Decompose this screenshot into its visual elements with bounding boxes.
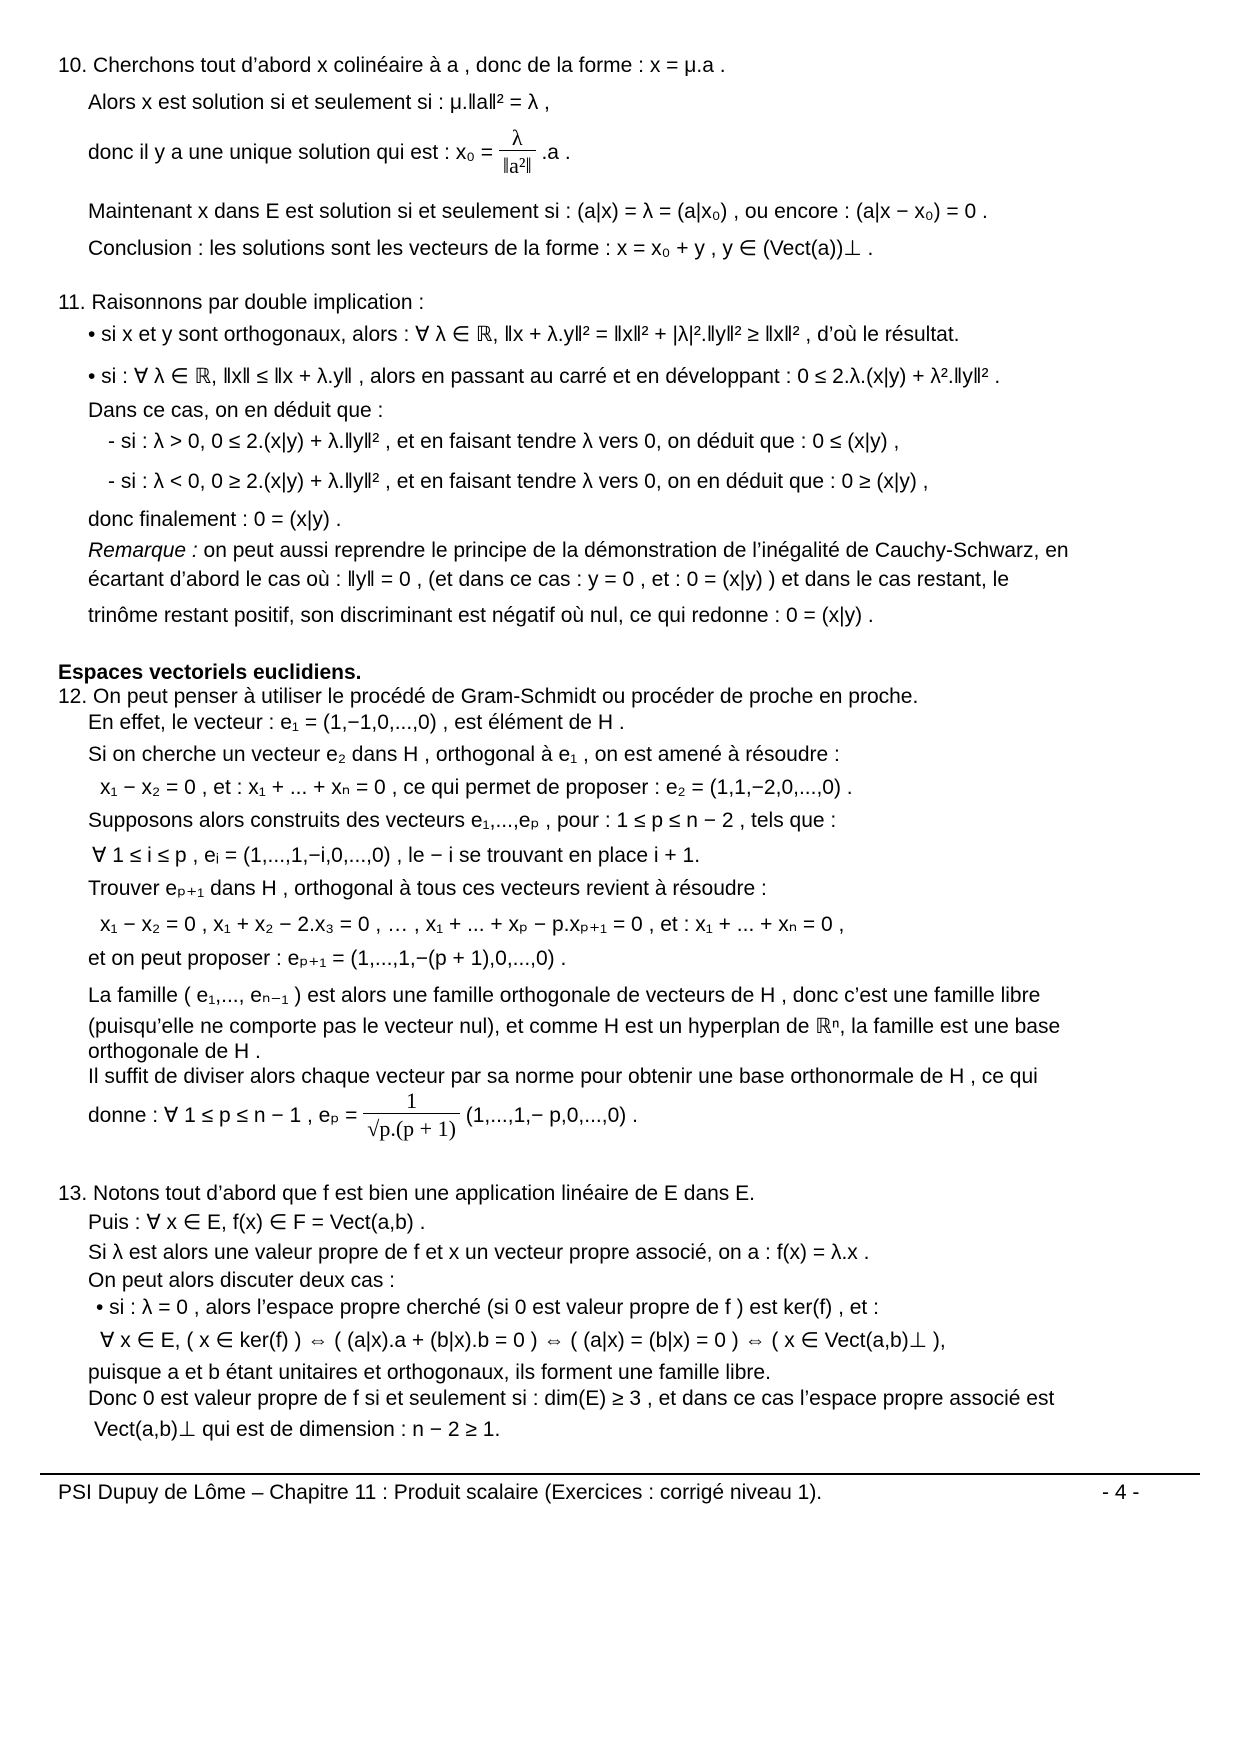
ex11-remark-2: écartant d’abord le cas où : ‖y‖ = 0 , (et dans ce cas : y = 0 , et : 0 = (x|y) ) et dans le cas restant, le [88, 568, 1010, 591]
ex12-line-14-text: donne : ∀ 1 ≤ p ≤ n − 1 , eₚ = [88, 1104, 358, 1128]
ex10-fraction-num: λ [511, 125, 523, 150]
ex11-line-4: Dans ce cas, on en déduit que : [88, 399, 384, 422]
ex12-line-7: Trouver eₚ₊₁ dans H , orthogonal à tous ces vecteurs revient à résoudre : [88, 877, 767, 900]
footer-divider [40, 1473, 1200, 1475]
ex10-fraction-den: ‖a²‖ [499, 150, 536, 181]
ex12-fraction-num: 1 [406, 1088, 418, 1113]
ex10-line-4: Maintenant x dans E est solution si et seulement si : (a|x) = λ = (a|x₀) , ou encore : (a|x − x₀) = 0 . [88, 200, 988, 223]
ex11-line-3: • si : ∀ λ ∈ ℝ, ‖x‖ ≤ ‖x + λ.y‖ , alors en passant au carré et en développant : 0 ≤ 2.λ.(x|y) + λ².‖y‖² . [88, 365, 1001, 388]
ex12-line-8: x₁ − x₂ = 0 , x₁ + x₂ − 2.x₃ = 0 , … , x₁ + ... + xₚ − p.xₚ₊₁ = 0 , et : x₁ + ... + xₙ = 0 , [100, 913, 845, 936]
ex10-line-3 [88, 126, 571, 181]
ex12-line-13: Il suffit de diviser alors chaque vecteur par sa norme pour obtenir une base orthonormale de H , ce qui [88, 1065, 1038, 1088]
ex12-line-4: x₁ − x₂ = 0 , et : x₁ + ... + xₙ = 0 , ce qui permet de proposer : e₂ = (1,1,−2,0,...,0) . [100, 776, 853, 799]
ex13-line-3: Si λ est alors une valeur propre de f et x un vecteur propre associé, on a : f(x) = λ.x . [88, 1241, 870, 1264]
ex13-line-2: Puis : ∀ x ∈ E, f(x) ∈ F = Vect(a,b) . [88, 1211, 426, 1234]
ex10-line-2: Alors x est solution si et seulement si : μ.‖a‖² = λ , [88, 91, 550, 114]
ex10-line-3-end: .a . [541, 141, 571, 165]
ex13-line-1: 13. Notons tout d’abord que f est bien une application linéaire de E dans E. [58, 1182, 755, 1205]
ex12-line-9: et on peut proposer : eₚ₊₁ = (1,...,1,−(p + 1),0,...,0) . [88, 947, 567, 970]
ex12-fraction-den: √p.(p + 1) [363, 1113, 460, 1144]
remark-text-1: on peut aussi reprendre le principe de la démonstration de l’inégalité de Cauchy-Schwarz, en [197, 539, 1069, 562]
ex11-line-5: - si : λ > 0, 0 ≤ 2.(x|y) + λ.‖y‖² , et en faisant tendre λ vers 0, on déduit que : 0 ≤ (x|y) , [108, 430, 900, 453]
ex12-line-10: La famille ( e₁,..., eₙ₋₁ ) est alors une famille orthogonale de vecteurs de H , donc c’est une famille libre [88, 984, 1041, 1007]
ex12-line-3: Si on cherche un vecteur e₂ dans H , orthogonal à e₁ , on est amené à résoudre : [88, 743, 840, 766]
ex11-line-2: • si x et y sont orthogonaux, alors : ∀ λ ∈ ℝ, ‖x + λ.y‖² = ‖x‖² + |λ|².‖y‖² ≥ ‖x‖² , d’où le résultat. [88, 323, 960, 346]
ex12-line-12: orthogonale de H . [88, 1040, 261, 1063]
ex11-line-7: donc finalement : 0 = (x|y) . [88, 508, 342, 531]
ex11-line-1: 11. Raisonnons par double implication : [58, 291, 425, 314]
ex10-line-1: 10. Cherchons tout d’abord x colinéaire à a , donc de la forme : x = μ.a . [58, 54, 726, 77]
ex10-fraction [499, 126, 536, 181]
ex13-line-6: ∀ x ∈ E, ( x ∈ ker(f) ) ⇔ ( (a|x).a + (b|x).b = 0 ) ⇔ ( (a|x) = (b|x) = 0 ) ⇔ ( x ∈ Vect(a,b)⊥ ), [100, 1329, 946, 1352]
footer-title: PSI Dupuy de Lôme – Chapitre 11 : Produit scalaire (Exercices : corrigé niveau 1). [58, 1481, 823, 1504]
ex13-line-8: Donc 0 est valeur propre de f si et seulement si : dim(E) ≥ 3 , et dans ce cas l’espace propre associé est [88, 1387, 1055, 1410]
ex12-line-14 [88, 1089, 638, 1144]
ex11-remark-1 [88, 538, 1069, 564]
ex11-remark-3: trinôme restant positif, son discriminant est négatif où nul, ce qui redonne : 0 = (x|y) . [88, 604, 874, 627]
ex10-line-5: Conclusion : les solutions sont les vecteurs de la forme : x = x₀ + y , y ∈ (Vect(a))⊥ . [88, 237, 874, 260]
ex12-line-11: (puisqu’elle ne comporte pas le vecteur nul), et comme H est un hyperplan de ℝⁿ, la famille est une base [88, 1015, 1061, 1038]
ex11-line-6: - si : λ < 0, 0 ≥ 2.(x|y) + λ.‖y‖² , et en faisant tendre λ vers 0, on en déduit que : 0 ≥ (x|y) , [108, 470, 929, 493]
ex12-line-14-end: (1,...,1,− p,0,...,0) . [465, 1104, 638, 1128]
ex12-fraction [363, 1089, 460, 1144]
ex10-line-3-text: donc il y a une unique solution qui est : x₀ = [88, 141, 494, 165]
ex13-line-7: puisque a et b étant unitaires et orthogonaux, ils forment une famille libre. [88, 1361, 771, 1384]
ex12-line-5: Supposons alors construits des vecteurs e₁,...,eₚ , pour : 1 ≤ p ≤ n − 2 , tels que : [88, 809, 837, 832]
remark-label: Remarque : [88, 539, 198, 562]
ex12-line-6: ∀ 1 ≤ i ≤ p , eᵢ = (1,...,1,−i,0,...,0) , le − i se trouvant en place i + 1. [92, 844, 701, 867]
page-number: - 4 - [1102, 1481, 1140, 1504]
ex13-line-5: • si : λ = 0 , alors l’espace propre cherché (si 0 est valeur propre de f ) est ker(f) , et : [96, 1296, 879, 1319]
ex13-line-4: On peut alors discuter deux cas : [88, 1269, 395, 1292]
ex12-line-2: En effet, le vecteur : e₁ = (1,−1,0,...,0) , est élément de H . [88, 711, 625, 734]
ex13-line-9: Vect(a,b)⊥ qui est de dimension : n − 2 ≥ 1. [94, 1418, 501, 1441]
ex12-line-1: 12. On peut penser à utiliser le procédé de Gram-Schmidt ou procéder de proche en proche. [58, 685, 919, 708]
section-title: Espaces vectoriels euclidiens. [58, 661, 362, 684]
